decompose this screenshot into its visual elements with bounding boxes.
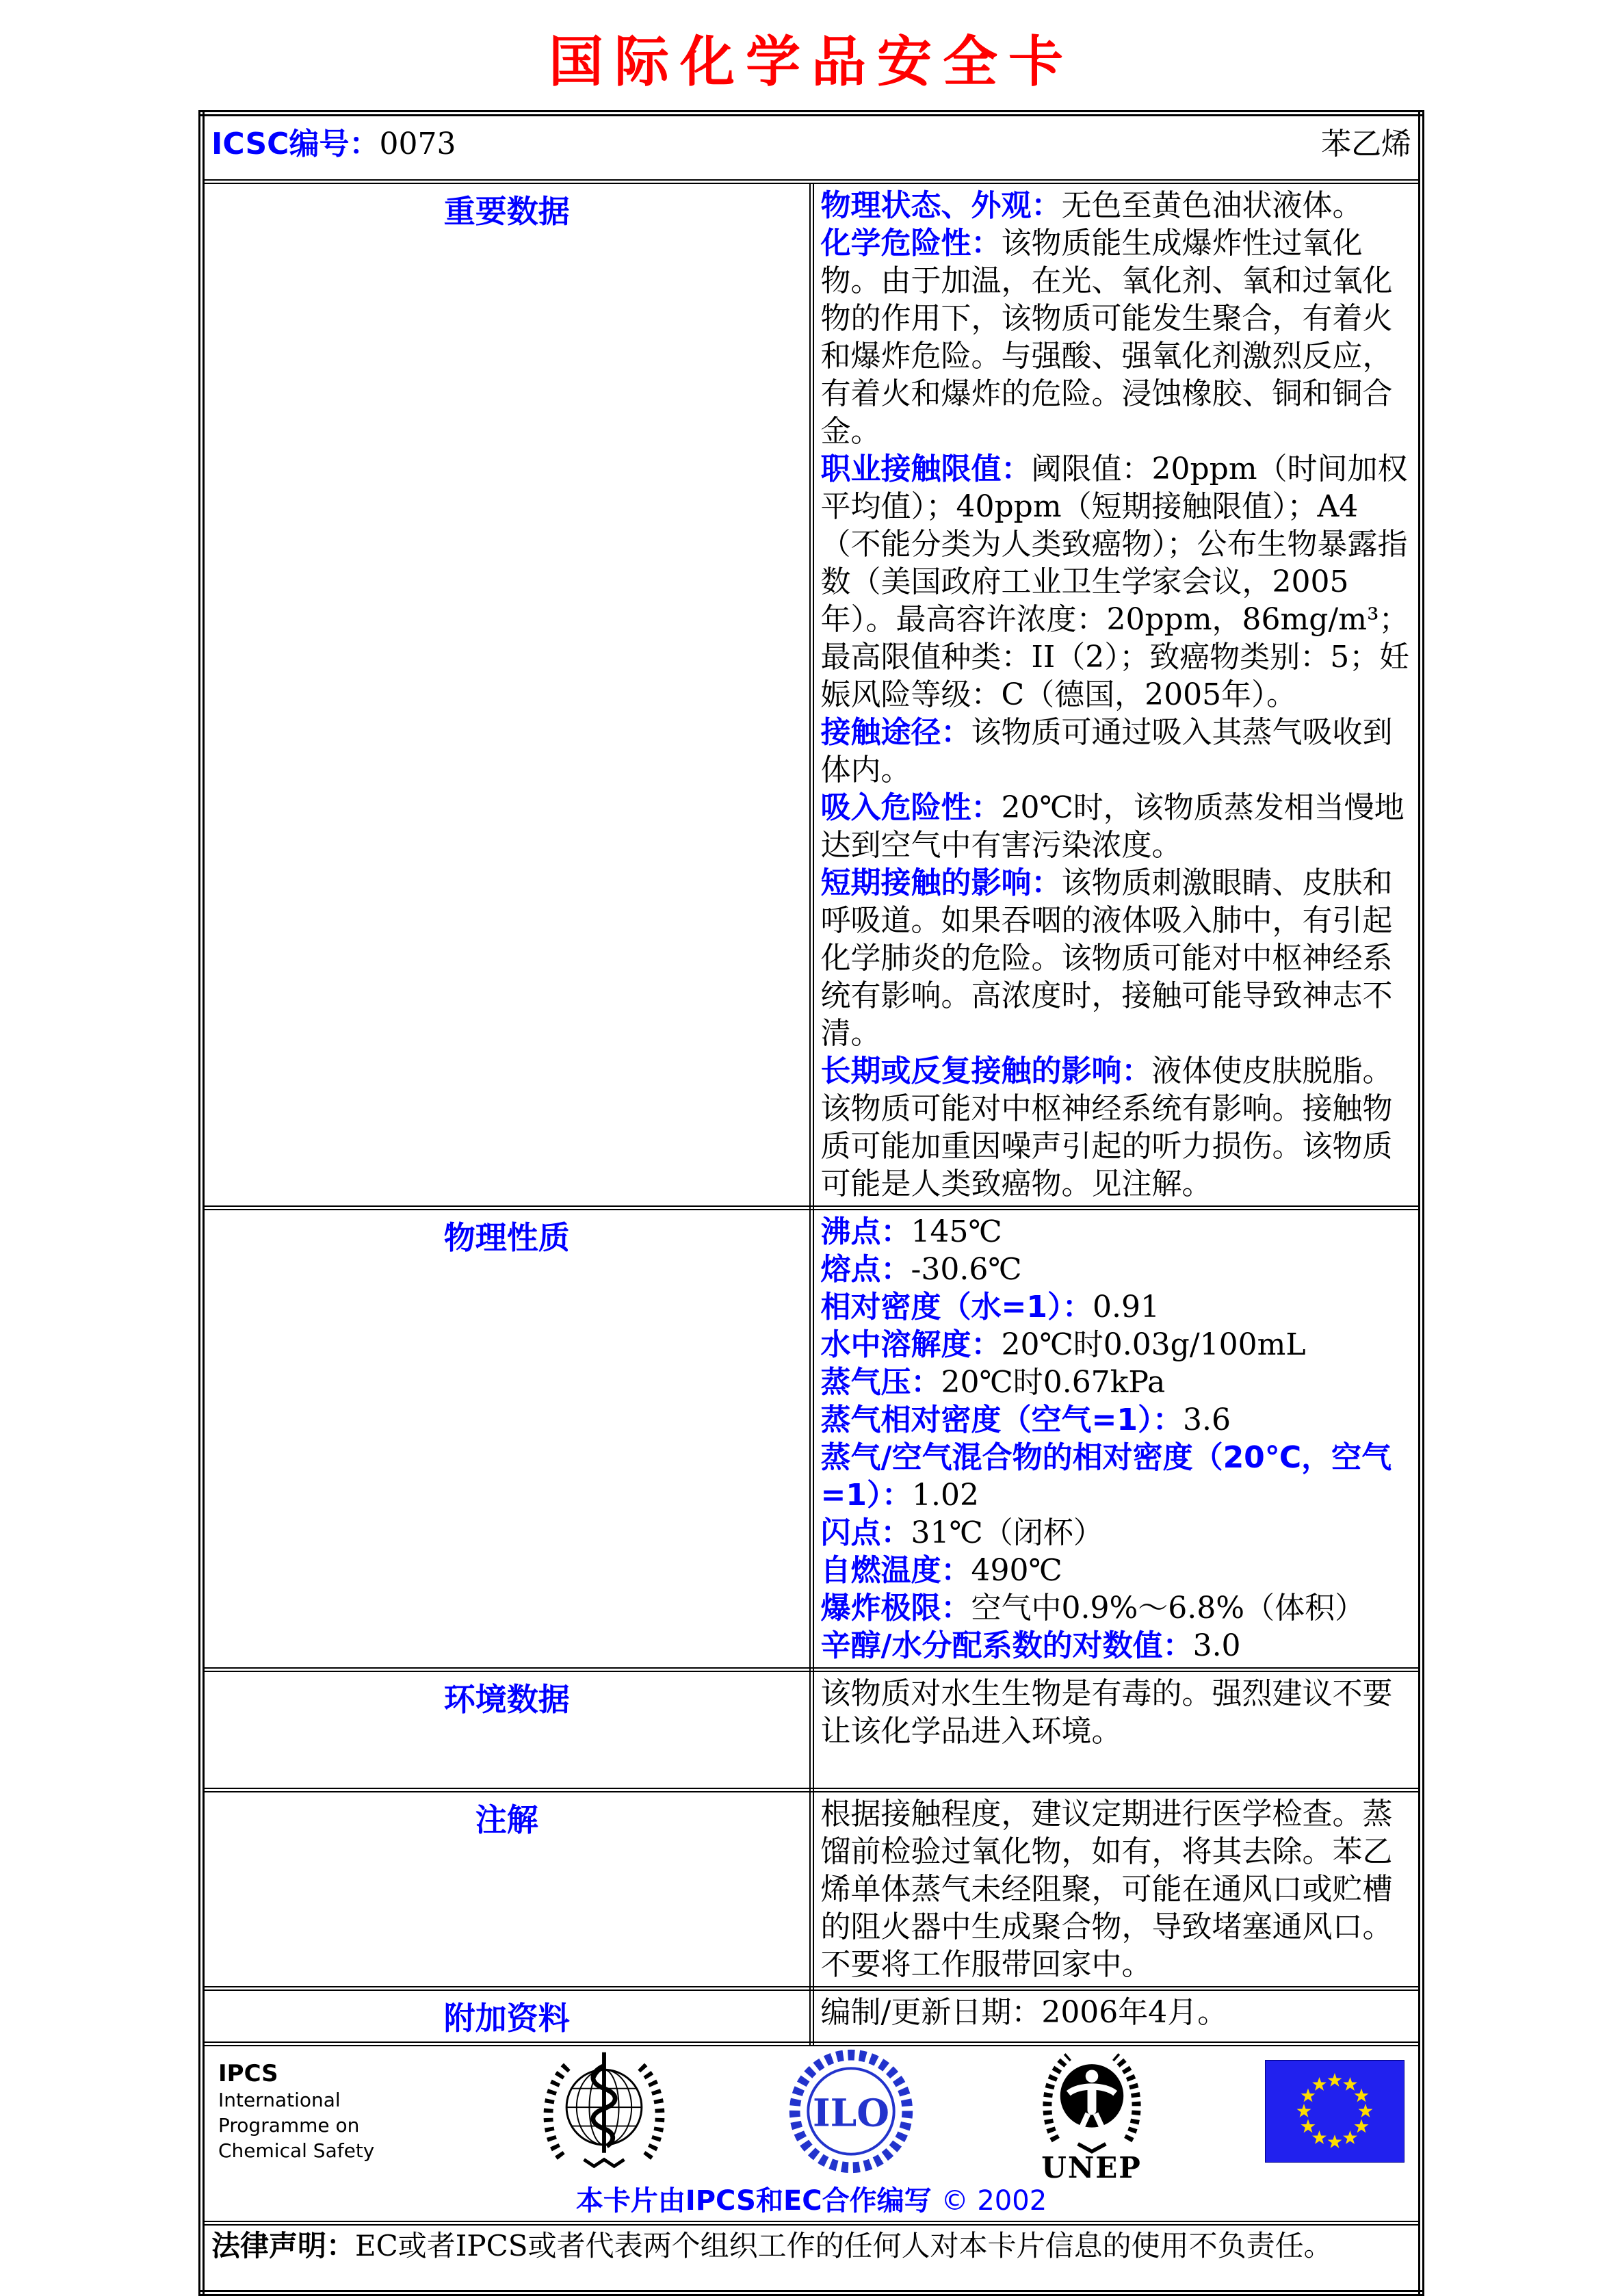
legal-notice-label: 法律声明：	[211, 2229, 356, 2262]
chemical-name: 苯乙烯	[1321, 127, 1411, 161]
physical-properties-content	[811, 1208, 1422, 1670]
physical-property-item: 爆炸极限：空气中0.9%～6.8%（体积）	[820, 1591, 1366, 1626]
physical-property-item: 蒸气相对密度（空气=1）：3.6	[820, 1403, 1231, 1437]
important-data-content	[811, 182, 1422, 1208]
icsc-number-label: ICSC编号：	[211, 127, 380, 161]
icsc-number-group	[211, 119, 456, 163]
important-data-item: 长期或反复接触的影响：液体使皮肤脱脂。该物质可能对中枢神经系统有影响。接触物质可能加重因噪声引起的听力损伤。该物质可能是人类致癌物。见注解。	[820, 1054, 1393, 1201]
physical-property-item: 沸点：145℃	[820, 1214, 1002, 1249]
table-row	[202, 182, 1422, 1208]
logos-cell	[202, 2044, 1422, 2223]
physical-property-item: 自燃温度：490℃	[820, 1553, 1062, 1588]
table-row	[202, 2044, 1422, 2223]
physical-property-item: 辛醇/水分配系数的对数值：3.0	[820, 1628, 1241, 1663]
legal-notice-text: EC或者IPCS或者代表两个组织工作的任何人对本卡片信息的使用不负责任。	[355, 2229, 1333, 2262]
copyright-text: © 2002	[941, 2185, 1047, 2217]
table-row	[202, 1670, 1422, 1790]
environmental-data-content: 该物质对水生生物是有毒的。强烈建议不要让该化学品进入环境。	[811, 1670, 1422, 1790]
physical-property-item: 熔点：-30.6℃	[820, 1252, 1022, 1287]
important-data-item: 职业接触限值：阈限值：20ppm（时间加权平均值）；40ppm（短期接触限值）；A4（不能分类为人类致癌物）；公布生物暴露指数（美国政府工业卫生学家会议，2005年）。最高容许浓度：20ppm，86mg/m³；最高限值种类：II（2）；致癌物类别：5；妊娠风险等级：C（德国，2005年）。	[820, 452, 1410, 712]
unep-logo-icon	[1032, 2040, 1152, 2158]
icsc-number-value: 0073	[379, 127, 456, 161]
row-label-notes: 注解	[202, 1790, 812, 1989]
important-data-item: 化学危险性：该物质能生成爆炸性过氧化物。由于加温，在光、氧化剂、氧和过氧化物的作用下，该物质可能发生聚合，有着火和爆炸危险。与强酸、强氧化剂激烈反应，有着火和爆炸的危险。浸蚀橡胶、铜和铜合金。	[820, 226, 1393, 449]
important-data-item: 物理状态、外观：无色至黄色油状液体。	[820, 188, 1363, 223]
row-label-additional-info: 附加资料	[202, 1989, 812, 2044]
physical-property-item: 蒸气/空气混合物的相对密度（20℃，空气=1）：1.02	[820, 1440, 1392, 1513]
table-row	[202, 1790, 1422, 1989]
important-data-item: 短期接触的影响：该物质刺激眼睛、皮肤和呼吸道。如果吞咽的液体吸入肺中，有引起化学肺炎的危险。该物质可能对中枢神经系统有影响。高浓度时，接触可能导致神志不清。	[820, 865, 1393, 1051]
unep-logo-block	[1032, 2040, 1152, 2182]
additional-info-content: 编制/更新日期：2006年4月。	[811, 1989, 1422, 2044]
icsc-card-table	[198, 110, 1424, 2296]
ilo-logo-icon	[784, 2043, 918, 2180]
page-title: 国际化学品安全卡	[549, 30, 1074, 94]
cooperation-caption	[211, 2179, 1411, 2218]
physical-property-item: 相对密度（水=1）：0.91	[820, 1290, 1160, 1325]
important-data-item: 接触途径：该物质可通过吸入其蒸气吸收到体内。	[820, 715, 1393, 787]
table-row	[202, 1208, 1422, 1670]
table-row	[202, 114, 1422, 182]
physical-property-item: 水中溶解度：20℃时0.03g/100mL	[820, 1327, 1306, 1362]
who-logo-icon	[537, 2044, 671, 2178]
unep-label: UNEP	[1041, 2151, 1142, 2184]
notes-content: 根据接触程度，建议定期进行医学检查。蒸馏前检验过氧化物，如有，将其去除。苯乙烯单体蒸气未经阻聚，可能在通风口或贮槽的阻火器中生成聚合物，导致堵塞通风口。不要将工作服带回家中。	[811, 1790, 1422, 1989]
ipcs-text-block: IPCS International Programme on Chemical Safety	[218, 2060, 423, 2163]
row-label-important-data: 重要数据	[202, 182, 812, 1208]
row-label-physical-properties: 物理性质	[202, 1208, 812, 1670]
table-row	[202, 1989, 1422, 2044]
legal-notice-cell	[202, 2223, 1422, 2293]
physical-property-item: 闪点：31℃（闭杯）	[820, 1515, 1103, 1550]
ilo-monogram: ILO	[812, 2090, 890, 2135]
eu-flag-icon	[1265, 2060, 1405, 2163]
physical-property-item: 蒸气压：20℃时0.67kPa	[820, 1365, 1166, 1400]
important-data-item: 吸入危险性：20℃时，该物质蒸发相当慢地达到空气中有害污染浓度。	[820, 790, 1405, 863]
ipcs-acronym: IPCS	[218, 2059, 278, 2087]
table-row	[202, 2223, 1422, 2293]
row-label-environmental-data: 环境数据	[202, 1670, 812, 1790]
caption-text: 本卡片由IPCS和EC合作编写	[575, 2185, 932, 2217]
icsc-document-page	[0, 18, 1620, 2262]
header-cell	[202, 114, 1422, 182]
